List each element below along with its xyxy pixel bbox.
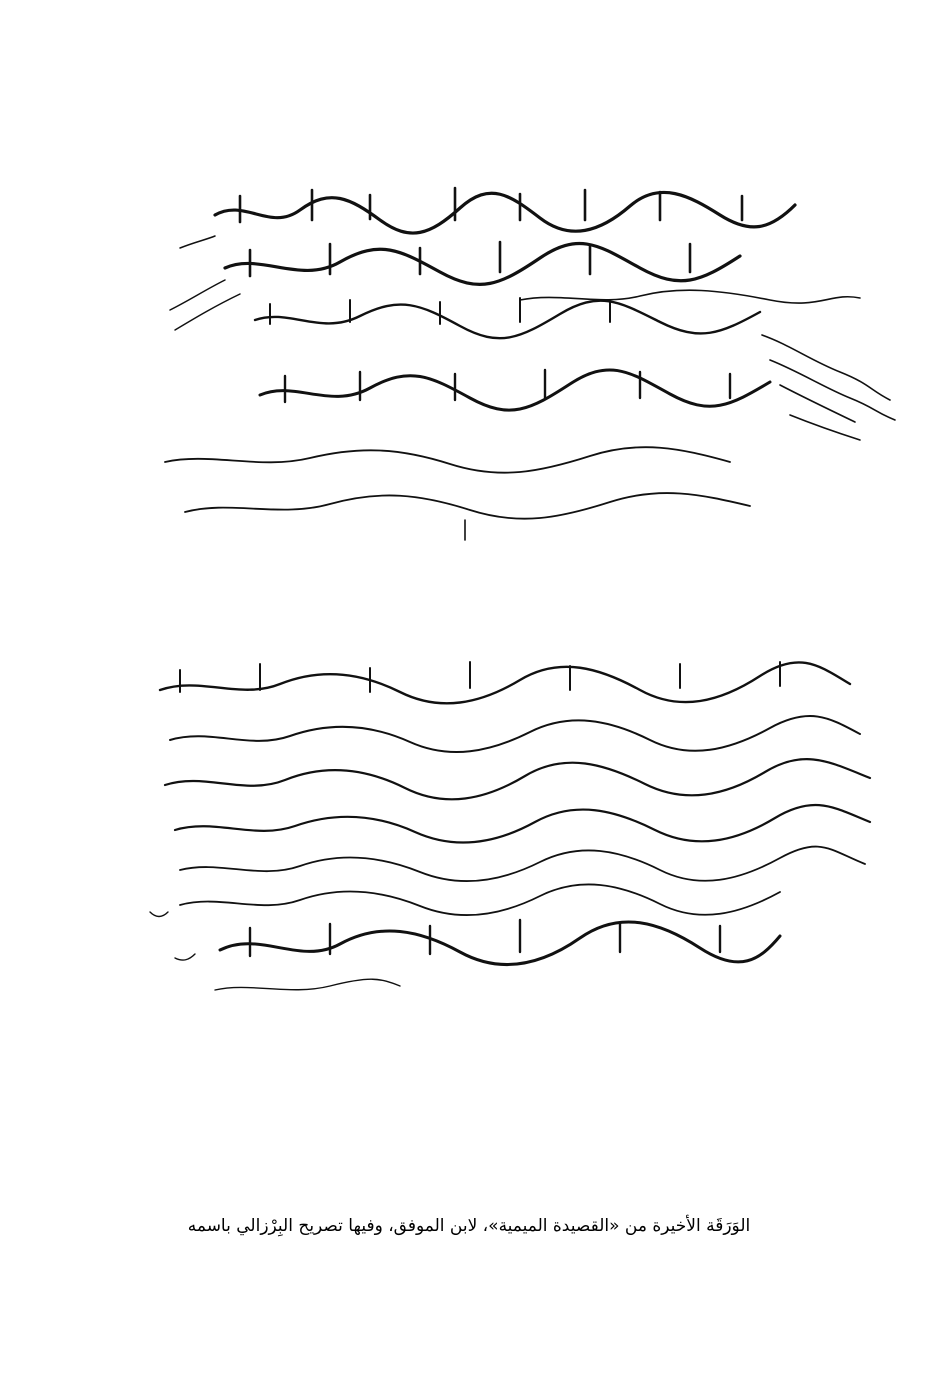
caption: الوَرَقَة الأخيرة من «القصيدة الميمية»، لابن الموفق، وفيها تصريح البِرْزالي باسمه — [187, 1216, 751, 1236]
handwritten-block-upper — [165, 188, 895, 540]
handwritten-block-lower — [150, 662, 870, 990]
